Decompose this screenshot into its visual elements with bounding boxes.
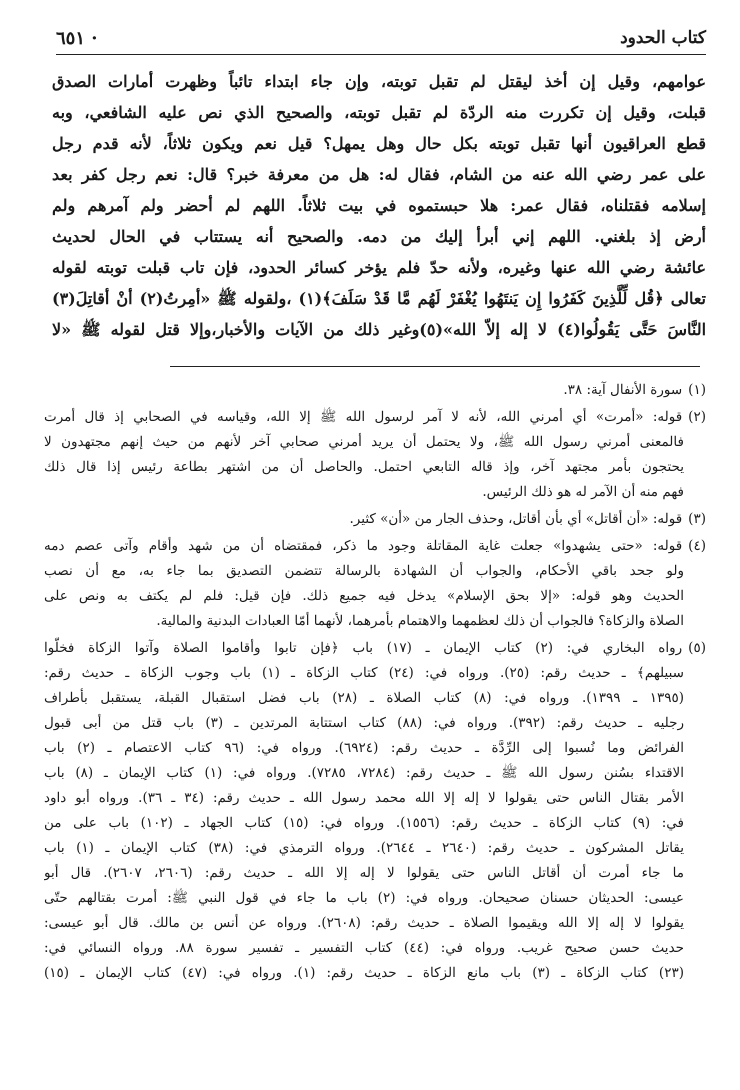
- footnote-3: [44, 507, 706, 532]
- main-text: [52, 66, 706, 345]
- footnote-line: رجليه ـ حديث رقم: (٣٩٢). ورواه في: (٨٨) كتاب استتابة المرتدين ـ (٣) باب قتل من أبى قبول: [44, 715, 685, 731]
- footnote-2: [44, 405, 706, 505]
- footnote-number: (٣): [688, 511, 706, 527]
- text-line: إسلامه فقتلناه، فقال عمر: هلا حبستموه في بيت ثلاثاً. اللهم لم أحضر ولم آمرهم ولم: [52, 196, 706, 215]
- footnote-line: الحديث وهو قوله: «إلا بحق الإسلام» يدخل فيه جميع ذلك. فإن قيل: فلم لم يكتف به ونص على: [44, 588, 684, 604]
- running-title: كتاب الحدود: [620, 28, 706, 48]
- footnote-line: (٤)قوله: «حتى يشهدوا» جعلت غاية المقاتلة وجود ما ذكر، فمقتضاه أن من شهد وأقام وآتى عصم دمه: [44, 538, 706, 554]
- footnote-line: يقاتل المشركون ـ حديث رقم: (٢٦٤٠ ـ ٢٦٤٤). ورواه الترمذي في: (٣٨) كتاب الإيمان ـ (١) باب: [44, 840, 684, 856]
- footnote-number: (١): [688, 382, 706, 398]
- text-line: عوامهم، وقيل إن أخذ ليقتل لم تقبل توبته، وإن جاء ابتداء تائباً وظهرت أمارات الصدق: [52, 72, 706, 91]
- footnote-line: يحتجون بأمر مجتهد آخر، وإذ قاله التابعي احتمل. والحاصل أن من اشتهر بطاعة رئيس إذا قال ذلك: [44, 459, 684, 475]
- footnote-line: ولو جحد باقي الأحكام، والجواب أن الشهادة بالرسالة تتضمن التصديق بما جاء به، مع أن نصب: [44, 563, 684, 579]
- footnote-line: عيسى: الحديثان حسنان صحيحان. ورواه في: (٢) باب ما جاء في قول النبي ﷺ: أمرت بقتالهم حتّى: [44, 890, 684, 906]
- text-line: النَّاسَ حَتَّى يَقُولُوا(٤) لا إله إلاّ الله»(٥)وغير ذلك من الآيات والأخبار،وإلا قتل لقوله ﷺ «لا: [52, 320, 706, 339]
- footnote-line: الأمر بقتال الناس حتى يقولوا لا إله إلا الله محمد رسول الله ـ حديث رقم: (٣٤ ـ ٣٦). ورواه أبو داود: [44, 790, 684, 806]
- footnote-line: (١)سورة الأنفال آية: ٣٨.: [563, 382, 706, 398]
- footnote-line: (١٣٩٥ ـ ١٣٩٩). ورواه في: (٨) كتاب الصلاة ـ (٢٨) باب فضل استقبال القبلة، يستقبل بأطراف: [44, 690, 684, 706]
- text-line: على عمر رضي الله عنه من الشام، فقال له: هل من معرفة خبر؟ قال: نعم رجل كفر بعد: [52, 165, 706, 184]
- text-line: قطع العراقيون أنها تقبل توبته بكل حال وهل يمهل؟ قيل نعم ويكون ثلاثاً، لأنه قدم رجل: [52, 134, 706, 153]
- footnote-line: (٢)قوله: «أمرت» أي أمرني الله، لأنه لا آمر لرسول الله ﷺ إلا الله، وقياسه في الصحابي إذ قال أمرت: [44, 409, 706, 425]
- footnote-line: فهم منه أن الآمر له هو ذلك الرئيس.: [482, 484, 684, 500]
- footnote-number: (٥): [688, 640, 706, 656]
- text-line: قبلت، وقيل إن تكررت منه الردّة لم تقبل توبته، والصحيح الذي نص عليه الشافعي، وبه: [52, 103, 706, 122]
- footnote-4: [44, 534, 706, 634]
- footnote-separator: [170, 366, 700, 367]
- footnote-line: الاقتداء بسُنن رسول الله ﷺ ـ حديث رقم: (٧٢٨٤، ٧٢٨٥). ورواه في: (١) كتاب الإيمان ـ (٨) باب: [44, 765, 684, 781]
- footnote-5: [44, 636, 706, 986]
- footnote-1: [44, 378, 706, 403]
- footnote-line: ما جاء أمرت أن أقاتل الناس حتى يقولوا لا إله إلا الله ـ حديث رقم: (٢٦٠٦، ٢٦٠٧). قال أبو: [44, 865, 685, 881]
- footnote-line: (٥)رواه البخاري في: (٢) كتاب الإيمان ـ (١٧) باب ﴿فإن تابوا وأقاموا الصلاة وآتوا الزكاة فخلّوا: [44, 640, 706, 656]
- footnote-line: (٣)قوله: «أن أقاتل» أي بأن أقاتل، وحذف الجار من «أن» كثير.: [349, 511, 706, 527]
- footnote-line: يقولوا لا إله إلا الله ويقيموا الصلاة ـ حديث رقم: (٢٦٠٨). ورواه عن أنس بن مالك. قال أبو عيسى:: [44, 915, 684, 931]
- text-line: أرض إذ بلغني. اللهم إني أبرأ إليك من دمه. والصحيح أنه يستتاب في الحال لحديث: [52, 227, 706, 246]
- footnote-line: (٢٣) كتاب الزكاة ـ (٣) باب مانع الزكاة ـ حديث رقم: (١). ورواه في: (٤٧) كتاب الإيمان ـ (١٥): [44, 965, 684, 981]
- page-number: ٦٥١ ·: [56, 28, 98, 49]
- footnote-line: حديث حسن صحيح غريب. ورواه في: (٤٤) كتاب التفسير ـ تفسير سورة ٨٨. ورواه النسائي في:: [44, 940, 685, 956]
- footnote-line: سبيلهم﴾ ـ حديث رقم: (٢٥). ورواه في: (٢٤) كتاب الزكاة ـ (١) باب وجوب الزكاة ـ حديث رقم:: [44, 665, 684, 681]
- footnote-number: (٢): [688, 409, 706, 425]
- footnote-line: فالمعنى أمرني رسول الله ﷺ، ولا يحتمل أن يريد أمرني صحابي آخر لأنهم من حيث إنهم مجتهدون لا: [44, 434, 684, 450]
- page-header: [56, 28, 706, 55]
- text-line: عائشة رضي الله عنها وغيره، ولأنه حدّ فلم يؤخر كسائر الحدود، فإن تاب قبلت توبته لقوله: [52, 258, 706, 277]
- text-line: تعالى ﴿قُل لِّلَّذِينَ كَفَرُوا إِن يَنتَهُوا يُغْفَرْ لَهُم مَّا قَدْ سَلَفَ﴾(١) ،ولقوله ﷺ «أمِرتُ(٢) أنْ أقاتِلَ(٣): [52, 289, 706, 308]
- footnote-line: الصلاة والزكاة؟ فالجواب أن ذلك لعظمهما والاهتمام بأمرهما، لأنهما أمّا العبادات البدنية والمالية.: [156, 613, 684, 629]
- footnotes: [44, 378, 706, 988]
- footnote-line: الفرائض وما نُسبوا إلى الرِّدَّة ـ حديث رقم: (٦٩٢٤). ورواه في: (٩٦ كتاب الاعتصام ـ (٢) باب: [44, 740, 685, 756]
- footnote-number: (٤): [688, 538, 706, 554]
- footnote-line: في: (٩) كتاب الزكاة ـ حديث رقم: (١٥٥٦). ورواه في: (١٥) كتاب الجهاد ـ (١٠٢) باب على من: [44, 815, 684, 831]
